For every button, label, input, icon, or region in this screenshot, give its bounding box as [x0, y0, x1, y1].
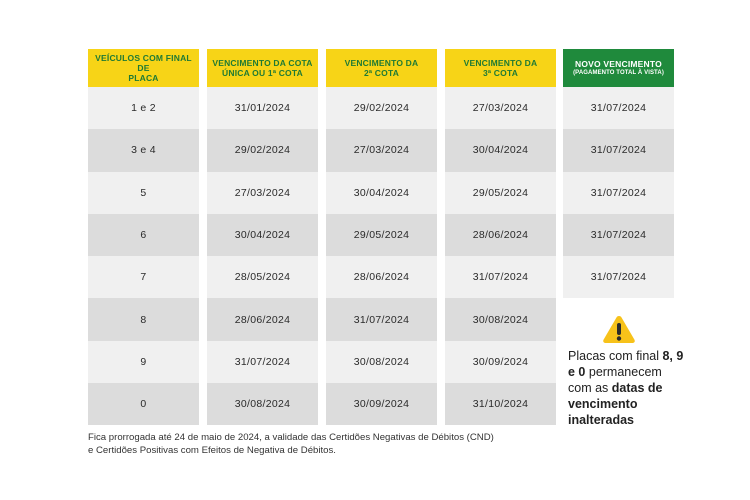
table-cell: 29/05/2024 [445, 172, 556, 214]
table-cell: 8 [88, 298, 199, 340]
table-cell: 30/04/2024 [326, 172, 437, 214]
table-cell: 31/07/2024 [563, 172, 674, 214]
warning-text-bold: datas de vencimento inalteradas [568, 381, 663, 427]
header-line: VEÍCULOS COM FINAL DE [95, 53, 192, 73]
table-cell: 9 [88, 341, 199, 383]
warning-note [568, 314, 688, 428]
header-line: NOVO VENCIMENTO [575, 59, 662, 69]
header-terceira-cota [445, 49, 556, 87]
header-line: ÚNICA OU 1ª COTA [222, 68, 303, 78]
table-cell: 31/07/2024 [563, 87, 674, 129]
table-cell: 27/03/2024 [207, 172, 318, 214]
table-cell: 28/06/2024 [207, 298, 318, 340]
table-cell: 31/07/2024 [326, 298, 437, 340]
header-segunda-cota [326, 49, 437, 87]
table-cell: 31/07/2024 [207, 341, 318, 383]
header-final-placa [88, 49, 199, 87]
table-cell: 31/10/2024 [445, 383, 556, 425]
table-cell: 31/07/2024 [445, 256, 556, 298]
table-cell: 31/07/2024 [563, 129, 674, 171]
column-cota-unica [207, 49, 318, 425]
footnote-line: Fica prorrogada até 24 de maio de 2024, a validade das Certidões Negativas de Débitos (CND) [88, 432, 494, 443]
table-cell: 28/06/2024 [445, 214, 556, 256]
table-cell: 29/02/2024 [207, 129, 318, 171]
header-line: PLACA [128, 73, 159, 83]
table-cell: 29/02/2024 [326, 87, 437, 129]
table-cell: 31/07/2024 [563, 214, 674, 256]
table-cell: 6 [88, 214, 199, 256]
table-cell: 30/04/2024 [445, 129, 556, 171]
header-line: VENCIMENTO DA [463, 58, 538, 68]
table-cell: 30/08/2024 [326, 341, 437, 383]
table-cell: 0 [88, 383, 199, 425]
footnote-line: e Certidões Positivas com Efeitos de Negativa de Débitos. [88, 445, 336, 456]
table-cell: 27/03/2024 [445, 87, 556, 129]
table-cell: 1 e 2 [88, 87, 199, 129]
column-novo-vencimento [563, 49, 674, 298]
table-cell: 28/06/2024 [326, 256, 437, 298]
table-cell: 31/07/2024 [563, 256, 674, 298]
header-cota-unica [207, 49, 318, 87]
header-subline: (PAGAMENTO TOTAL À VISTA) [573, 70, 664, 76]
header-novo-vencimento [563, 49, 674, 87]
header-line: 2ª COTA [363, 68, 400, 78]
table-cell: 30/09/2024 [326, 383, 437, 425]
header-line: VENCIMENTO DA [344, 58, 419, 68]
warning-text [568, 348, 688, 428]
table-cell: 5 [88, 172, 199, 214]
warning-text-part: Placas com final [568, 349, 663, 363]
table-cell: 30/08/2024 [445, 298, 556, 340]
table-cell: 29/05/2024 [326, 214, 437, 256]
table-cell: 3 e 4 [88, 129, 199, 171]
column-terceira-cota [445, 49, 556, 425]
table-cell: 27/03/2024 [326, 129, 437, 171]
table-cell: 28/05/2024 [207, 256, 318, 298]
table-cell: 30/04/2024 [207, 214, 318, 256]
table-cell: 7 [88, 256, 199, 298]
header-line: VENCIMENTO DA COTA [212, 58, 313, 68]
footnote [88, 431, 568, 457]
warning-icon [602, 314, 636, 344]
warning-text-bold: 8, 9 e 0 [568, 349, 684, 379]
table-cell: 30/09/2024 [445, 341, 556, 383]
table-cell: 31/01/2024 [207, 87, 318, 129]
table-cell: 30/08/2024 [207, 383, 318, 425]
column-segunda-cota [326, 49, 437, 425]
warning-text-part: permanecem com as [568, 365, 662, 395]
header-line: 3ª COTA [482, 68, 519, 78]
column-final-placa [88, 49, 199, 425]
